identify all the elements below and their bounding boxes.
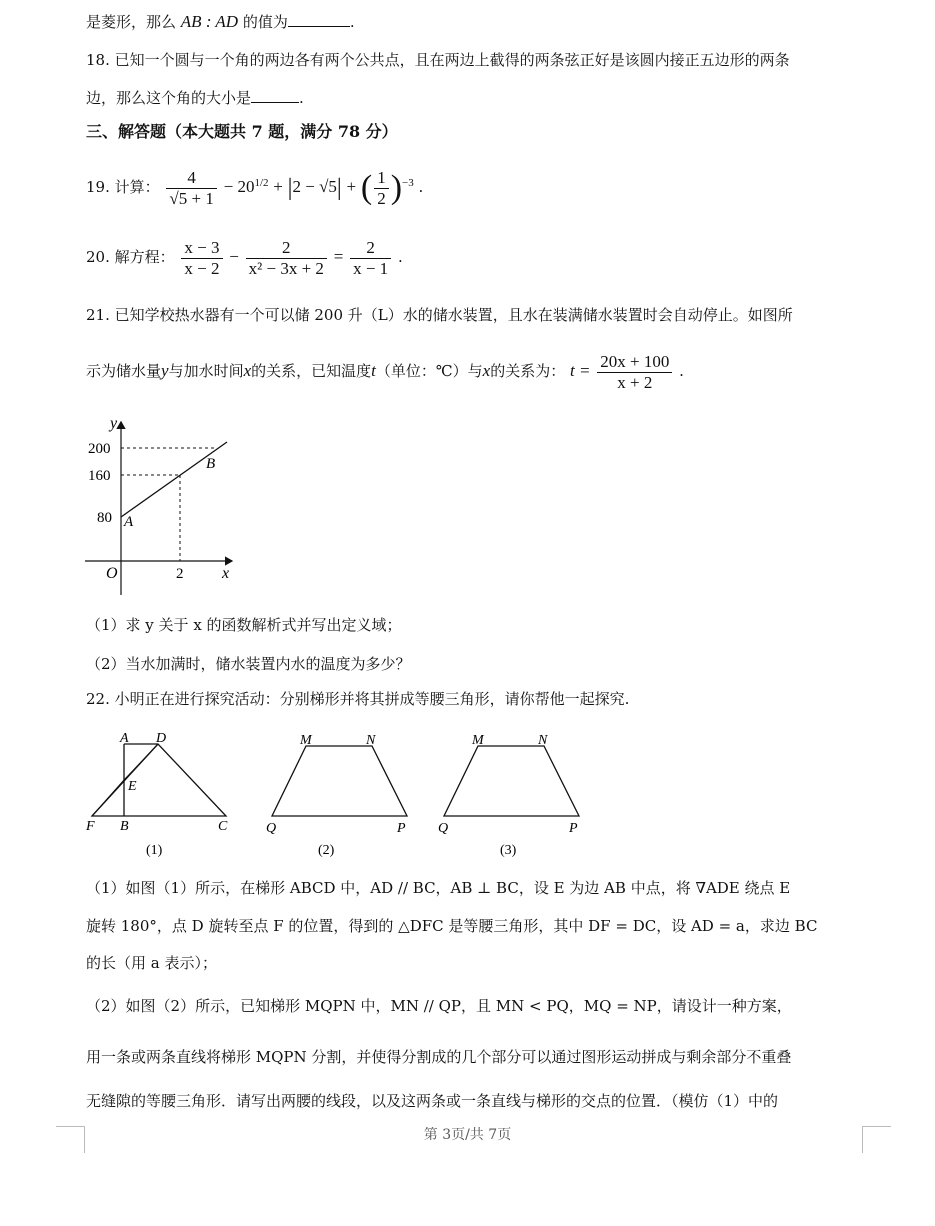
- fig3-trapezoid: [444, 746, 579, 816]
- point-a-label: A: [124, 514, 134, 530]
- q21-text-b: 与加水时间: [168, 362, 244, 380]
- xtick-2: 2: [176, 566, 184, 582]
- q19-paren-close: ): [390, 169, 403, 206]
- fig1-label-e: E: [128, 779, 137, 794]
- q18-end: .: [299, 89, 304, 107]
- q20-frac3: [350, 238, 391, 279]
- q20-equals: =: [333, 247, 344, 266]
- fig3-label-m: M: [472, 733, 484, 748]
- q20: [86, 232, 403, 282]
- ytick-80: 80: [97, 510, 112, 526]
- fig2-caption: (2): [318, 843, 335, 858]
- q17-end: .: [349, 13, 355, 31]
- fig2-trapezoid: [272, 746, 407, 816]
- fig3-label-n: N: [538, 733, 548, 748]
- q18-line2: [86, 88, 304, 108]
- q18-answer-blank: [251, 88, 299, 103]
- fig2-label-p: P: [397, 821, 406, 836]
- q19-term2: − 20: [223, 177, 255, 196]
- fig1-label-b: B: [120, 819, 129, 834]
- q21-sub2: （2）当水加满时，储水装置内水的温度为多少？: [86, 655, 411, 673]
- q21-text-d: （单位：℃）与: [375, 362, 483, 380]
- q18-line1: 18. 已知一个圆与一个角的两边各有两个公共点，且在两边上截得的两条弦正好是该圆内接正五边形的两条: [86, 51, 790, 69]
- q20-f2-num: 2: [246, 238, 327, 259]
- q22-p2-line1: （2）如图（2）所示，已知梯形 MQPN 中，MN // QP，且 MN < PQ，MQ = NP，请设计一种方案，: [86, 997, 792, 1015]
- q21-var-x-2: x: [482, 361, 491, 380]
- q20-f2-den: x² − 3x + 2: [248, 258, 324, 278]
- q21-formula-num: 20x + 100: [597, 352, 672, 373]
- q19-frac-num: 4: [166, 168, 216, 189]
- q20-minus: −: [229, 247, 239, 266]
- q21-line1: 21. 已知学校热水器有一个可以储 200 升（L）水的储水装置，且水在装满储水装置时会自动停止。如图所: [86, 306, 793, 324]
- q22-figure-2: [262, 728, 422, 863]
- fig2-label-m: M: [300, 733, 312, 748]
- fig1-label-d: D: [156, 731, 167, 746]
- q18-text: 边，那么这个角的大小是: [86, 89, 252, 107]
- fig1-ef: [92, 780, 124, 816]
- q21-formula-den: x + 2: [617, 372, 653, 392]
- q21-var-x: x: [243, 361, 252, 380]
- fig1-outline: [92, 744, 226, 816]
- q19-abs-close: |: [336, 175, 342, 201]
- line-ab: [121, 442, 227, 517]
- q21-end: .: [679, 362, 684, 380]
- q20-f3-num: 2: [350, 238, 391, 259]
- q21-text-a: 示为储水量: [86, 362, 162, 380]
- point-b-label: B: [206, 456, 216, 472]
- q22-figure-1: [80, 728, 245, 863]
- q17-text-pre: 是菱形，那么: [86, 13, 177, 31]
- q21-text-e: 的关系为：: [490, 362, 566, 380]
- q22-figure-3: [434, 728, 594, 863]
- q22-p1-line2: 旋转 180°，点 D 旋转至点 F 的位置，得到的 △DFC 是等腰三角形，其中 DF = DC，设 AD = a，求边 BC: [86, 917, 818, 935]
- q19-abs-open: |: [287, 175, 293, 201]
- q19-abs-content: 2 − √5: [292, 177, 337, 196]
- q20-frac2: [246, 238, 327, 279]
- q21-sub1: （1）求 y 关于 x 的函数解析式并写出定义域；: [86, 616, 402, 634]
- q21-text-c: 的关系，已知温度: [251, 362, 372, 380]
- q17-text-post: 的值为: [242, 13, 288, 31]
- q19-exp3: −3: [402, 177, 414, 189]
- q19-exp2: 1/2: [254, 177, 269, 189]
- q17-ratio: AB : AD: [180, 12, 239, 31]
- origin-label: O: [106, 565, 118, 582]
- q19-frac-den: √5 + 1: [169, 188, 214, 208]
- q22-p2-line3: 无缝隙的等腰三角形．请写出两腰的线段，以及这两条或一条直线与梯形的交点的位置．（模仿（1）中的: [86, 1092, 779, 1110]
- fig1-label-c: C: [218, 819, 228, 834]
- q20-end: .: [397, 248, 403, 266]
- x-axis-label: x: [222, 565, 230, 582]
- q19-fraction: [166, 168, 216, 209]
- fig1-label-a: A: [120, 731, 129, 746]
- section-3-title: 三、解答题（本大题共 7 题，满分 78 分）: [86, 122, 398, 141]
- q19-paren-den: 2: [377, 188, 386, 208]
- q17-tail: [86, 12, 355, 32]
- q22-p1-line1: （1）如图（1）所示，在梯形 ABCD 中，AD // BC，AB ⊥ BC，设 E 为边 AB 中点，将 ∇ADE 绕点 E: [86, 879, 791, 897]
- y-axis-label: y: [110, 415, 118, 432]
- fig2-label-n: N: [366, 733, 376, 748]
- q19-end: .: [418, 178, 424, 196]
- q20-f1-den: x − 2: [184, 258, 220, 278]
- q19-plus2: +: [346, 177, 357, 196]
- page-footer: 第 3页/共 7页: [423, 1127, 512, 1143]
- q19-paren-open: (: [360, 169, 373, 206]
- q19: [86, 158, 423, 213]
- q21-formula-lhs: t =: [570, 361, 591, 380]
- fig3-label-q: Q: [438, 821, 449, 836]
- q20-label: 20. 解方程：: [86, 248, 175, 266]
- fig3-caption: (3): [500, 843, 517, 858]
- ytick-200: 200: [88, 441, 111, 457]
- q22-line1: 22. 小明正在进行探究活动：分别梯形并将其拼成等腰三角形，请你帮他一起探究.: [86, 690, 630, 708]
- q20-frac1: [181, 238, 222, 279]
- fig1-label-f: F: [86, 819, 95, 834]
- q21-formula-frac: [597, 352, 672, 393]
- q21-graph: [80, 410, 250, 600]
- q21-var-t: t: [371, 361, 376, 380]
- q22-p1-line3: 的长（用 a 表示）；: [86, 954, 217, 972]
- ytick-160: 160: [88, 468, 111, 484]
- q20-f1-num: x − 3: [181, 238, 222, 259]
- q19-paren-frac: [374, 168, 389, 209]
- q19-plus1: +: [273, 177, 283, 196]
- q19-label: 19. 计算：: [86, 178, 160, 196]
- q22-p2-line2: 用一条或两条直线将梯形 MQPN 分割，并使得分割成的几个部分可以通过图形运动拼成与剩余部分不重叠: [86, 1048, 792, 1066]
- q17-answer-blank: [288, 12, 350, 27]
- q21-var-y: y: [161, 361, 169, 380]
- fig1-caption: (1): [146, 843, 163, 858]
- fig2-label-q: Q: [266, 821, 277, 836]
- fig3-label-p: P: [569, 821, 578, 836]
- fig1-de: [124, 744, 158, 780]
- q21-line2: [86, 346, 684, 396]
- q19-paren-num: 1: [374, 168, 389, 189]
- q20-f3-den: x − 1: [353, 258, 389, 278]
